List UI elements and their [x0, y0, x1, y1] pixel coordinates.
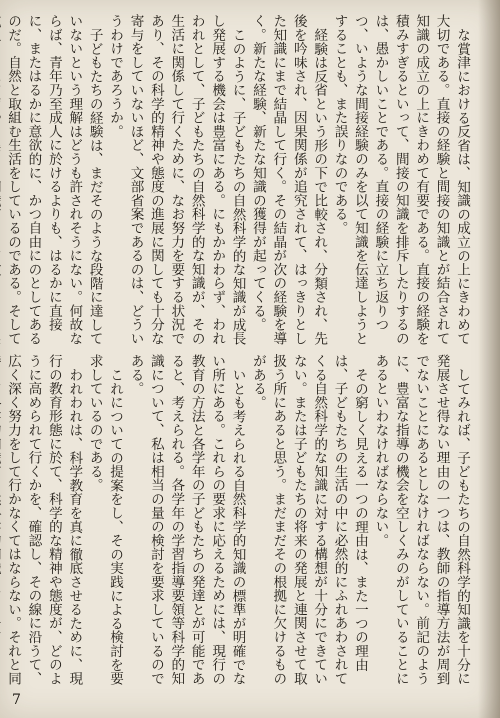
paragraph: これについての提案をし、その実践による検討を要求しているのである。: [86, 354, 124, 685]
paragraph: その窮しく見える一つの理由は、また一つの理由は、子どもたちの生活の中に必然的にふれあわされてくる自然科学的な知識に対する構想が十分にできていない。または子どもたちの将来の発展と連関させて取扱う所にあると思う。まだまだその根拠に欠けるものがある。: [249, 354, 368, 686]
paragraph: 子どもたちの経験は、まだそのような段階に達していないという理解はどうも許されそうにない。何故ならば、青年乃至成人に於けるよりも、はるかに直接に、またはるかに意欲的に、かつ自由にのとしてあるのだ。自然と取組む生活をしているのである。そして: [5, 14, 103, 346]
paragraph: な賞津における反省は、知識の成立の上にきわめて大切である。直接の経験と間接の知識とが結合されて知識の成立の上にきわめて有要である。直接の経験を積みすぎるといって、間接の知識を排斥したりするのは、愚かしいことである。直接の経験に立ち返りつつ、いような間接経験のみを以て知識を伝達しようとすることも、また誤りなのである。: [331, 14, 470, 346]
paragraph: われわれは、科学教育を真に徹底させるために、現行の教育形態に於て、科学的な精神や態度が、どのように高められて行くかを、確認し、その線に沿うて、広く深く努力をして行かなくてはならない。それと同: [5, 354, 83, 686]
top-text-block: [4, 14, 472, 346]
paragraph: このように、子どもたちの自然科学的な知識が成長し発展する機会は豊富にある。にもかかわらず、われわれとして、子どもたちの自然科学的な知識が、その生活に関係して行くために、なお努力を要する状況であり、その科学的精神や態度の進展に関しても十分な寄与をしていないほど、文部省案であるのは、どういうわけであろうか。: [107, 14, 246, 346]
bottom-text-block: [5, 354, 472, 686]
page-number: 7: [12, 692, 21, 708]
paragraph: いとも考えられる自然科学的知識の標準が明確でない所にある。これらの要求に応えるためには、現行の教育の方法と各学年の子どもたちの発達とが可能であると、考えられる。各学年の学習指導要領等科学的知識について、私は相当の量の検討を要求しているのである。: [127, 354, 246, 686]
paragraph: してみれば、子どもたちの自然科学的知識を十分に発展させ得ない理由の一つは、教師の指導方法が周到でないことにあるとしなければならない。前記のように、豊富な指導の機会を空しくみのがしていることにあるといわなければならない。: [372, 354, 470, 686]
spine-shadow: [478, 0, 500, 718]
paragraph: 経験は反省という形の下で比較され、分類され、先後を吟味され、因果関係が追究されて、はっきりとした知識にまで結晶して行く。その結晶が次の経験を導く。新たな経験、新たな知識の獲得が起ってくる。: [249, 14, 328, 346]
